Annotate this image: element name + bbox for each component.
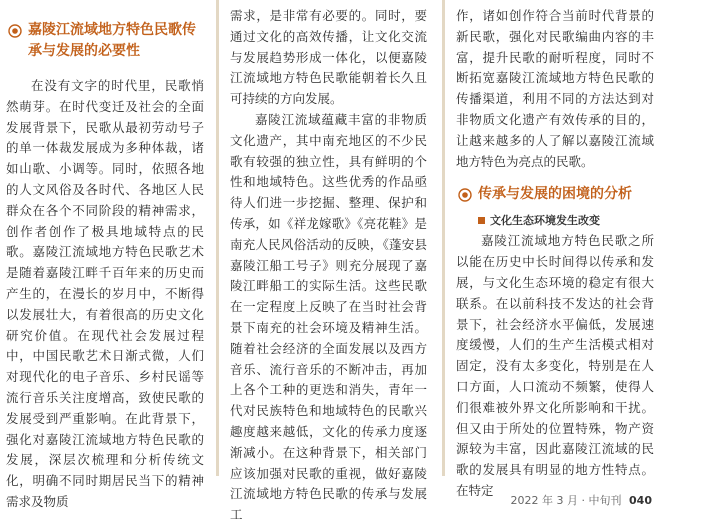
square-bullet-icon — [478, 217, 485, 224]
column-rule-1 — [216, 0, 219, 476]
section-heading-2-text: 传承与发展的困境的分析 — [478, 186, 632, 203]
page-number: 040 — [629, 494, 652, 507]
subheading-text: 文化生态环境发生改变 — [490, 214, 600, 228]
paragraph: 嘉陵江流域蕴藏丰富的非物质文化遗产，其中南充地区的不少民歌有较强的独立性，具有鲜明的个性和地域特色。这些优秀的作品亟待人们进一步挖掘、整理、保护和传承，如《祥龙嫁歌》《亮花鞋》是南充人民风俗活动的反映，《蓬安县嘉陵江船工号子》则充分展现了嘉陵江畔船工的实际生活。这些民歌在一定程度上反映了在当时社会背景下南充的社会环境及精神生活。随着社会经济的全面发展以及西方音乐、流行音乐的不断冲击，再加上各个工种的更迭和消失，青年一代对民族特色和地域特色的民歌兴趣度越来越低，文化的传承力度逐渐减小。在这种背景下，相关部门应该加强对民歌的重视，做好嘉陵江流域地方特色民歌的传承与发展工 — [230, 111, 427, 523]
section-heading-1 — [6, 20, 204, 62]
paragraph: 嘉陵江流域地方特色民歌之所以能在历史中长时间得以传承和发展，与文化生态环境的稳定有很大联系。在以前科技不发达的社会背景下，社会经济水平偏低，发展速度缓慢，人们的生产生活模式相对固定，没有太多变化，特别是在人口方面，人口流动不频繁，使得人们很难被外界文化所影响和干扰。但又由于所处的位置特殊，物产资源较为丰富，因此嘉陵江流域的民歌的发展具有明显的地方性特点。在特定 — [456, 233, 654, 498]
paragraph: 在没有文字的时代里，民歌悄然萌芽。在时代变迁及社会的全面发展背景下，民歌从最初劳动号子的单一体裁发展成为多种体裁，诸如山歌、小调等。同时，依照各地的人文风俗及各时代、各地区人民群众在各个不同阶段的精神需求，创作者创作了极具地域特点的民歌。嘉陵江流域地方特色民歌艺术是随着嘉陵江畔千百年来的历史而产生的，在漫长的岁月中，不断得以发展壮大，有着很高的历史文化研究价值。在现代社会发展过程中，中国民歌艺术日渐式微，人们对现代化的电子音乐、乡村民谣等流行音乐关注度增高，致使民歌的发展受到严重影响。在此背景下，强化对嘉陵江流域地方特色民歌的发展，深层次梳理和分析传统文化，明确不同时期居民当下的精神需求及物质 — [6, 78, 204, 509]
column-1 — [6, 20, 204, 513]
paragraph-continued: 作，诸如创作符合当前时代背景的新民歌，强化对民歌编曲内容的丰富，提升民歌的耐听程度，同时不断拓宽嘉陵江流域地方特色民歌的传播渠道，利用不同的方法达到对非物质文化遗产有效传承的目的，让越来越多的人了解以嘉陵江流域地方特色为亮点的民歌。 — [456, 8, 654, 169]
page-footer — [511, 492, 652, 508]
target-circle-icon — [458, 188, 472, 202]
section-heading-2 — [456, 184, 654, 205]
section-heading-1-text: 嘉陵江流域地方特色民歌传承与发展的必要性 — [28, 22, 196, 59]
issue-date: 2022 年 3 月 · 中旬刊 — [510, 494, 622, 507]
subheading — [456, 213, 654, 229]
paragraph-continued: 需求，是非常有必要的。同时，要通过文化的高效传播，让文化交流与发展趋势形成一体化，以便嘉陵江流域地方特色民歌能朝着长久且可持续的方向发展。 — [230, 8, 427, 107]
column-3 — [456, 8, 654, 502]
column-2 — [230, 8, 427, 526]
column-rule-2 — [442, 0, 445, 476]
target-circle-icon — [8, 24, 22, 38]
